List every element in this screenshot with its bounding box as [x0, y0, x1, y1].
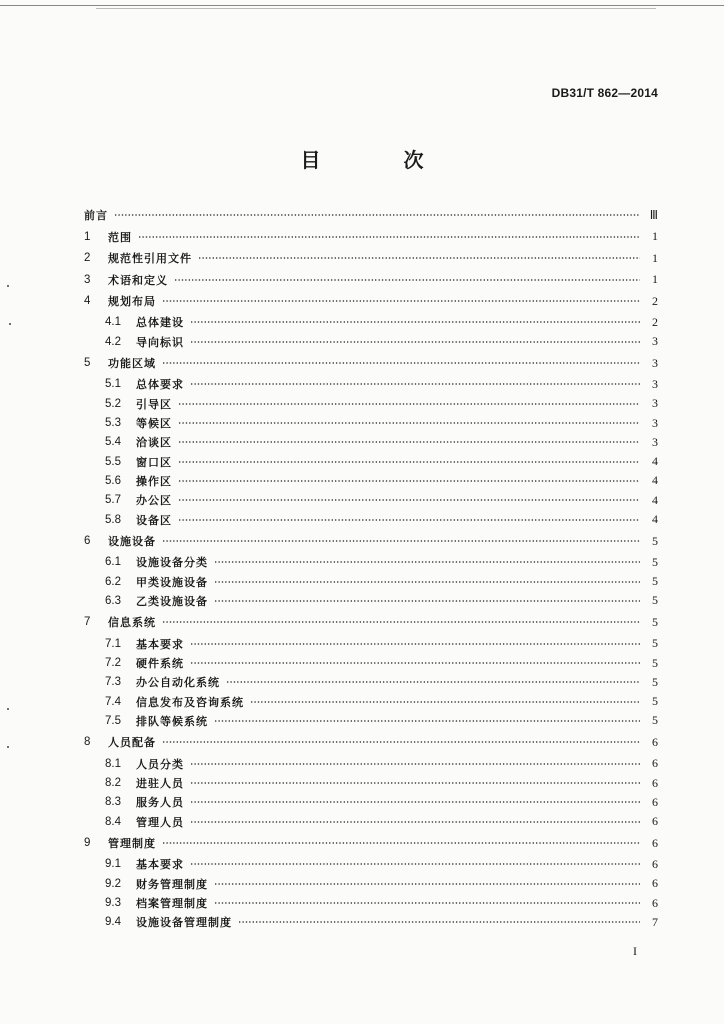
toc-entry-number: 7.1: [105, 637, 121, 650]
toc-entry-page: 4: [652, 454, 658, 469]
toc-dot-leader: [190, 761, 640, 767]
scan-speck: [7, 746, 9, 748]
toc-entry-label: 甲类设施设备: [136, 575, 208, 589]
toc-entry-label: 设施设备分类: [136, 556, 208, 570]
toc-entry-page: 1: [652, 229, 658, 243]
toc-entry-page: 4: [652, 473, 658, 488]
toc-dot-leader: [114, 212, 640, 218]
toc-entry-page: 5: [652, 636, 658, 651]
toc-entry: [105, 773, 658, 793]
toc-dot-leader: [178, 420, 640, 426]
toc-dot-leader: [190, 319, 640, 325]
toc-entry-page: 6: [652, 835, 658, 850]
standard-code: DB31/T 862—2014: [551, 86, 658, 100]
toc-entry-number: 4.2: [105, 335, 121, 348]
toc-entry-label: 办公自动化系统: [136, 676, 220, 690]
toc-entry-page: 6: [652, 814, 658, 829]
toc-entry-page: 5: [652, 694, 658, 709]
toc-dot-leader: [190, 641, 640, 647]
toc-entry-page: 6: [652, 734, 658, 749]
toc-entry-page: 3: [652, 396, 658, 411]
toc-entry-number: 8.2: [105, 777, 121, 789]
toc-entry-page: 4: [652, 492, 658, 507]
toc-entry-number: 7.2: [105, 657, 121, 669]
toc-entry-number: 5: [84, 357, 91, 370]
toc-entry-number: 5.5: [105, 455, 121, 468]
toc-entry: [105, 854, 658, 874]
top-border-line-secondary: [96, 8, 656, 9]
toc-entry-page: 5: [652, 593, 658, 608]
toc-entry-number: 5.4: [105, 436, 121, 449]
toc-entry-label: 洽谈区: [136, 436, 172, 450]
toc-entry-label: 管理人员: [136, 815, 184, 829]
toc-entry-label: 信息系统: [108, 616, 156, 630]
toc-entry-page: 5: [652, 554, 658, 569]
toc-entry-label: 导向标识: [136, 335, 184, 349]
toc-entry-page: 5: [652, 713, 658, 728]
toc-entry: [105, 312, 658, 332]
toc-entry-page: 3: [652, 355, 658, 370]
toc-entry-label: 窗口区: [136, 455, 172, 469]
toc-entry: [105, 912, 658, 932]
toc-entry-label: 财务管理制度: [136, 877, 208, 891]
toc-entry: [105, 432, 658, 452]
toc-entry-label: 管理制度: [108, 837, 156, 851]
toc-entry: [105, 394, 658, 414]
toc-dot-leader: [190, 660, 640, 666]
toc-entry-label: 办公区: [136, 494, 172, 508]
toc-entry-label: 硬件系统: [136, 657, 184, 670]
toc-entry-page: 3: [652, 376, 658, 391]
toc-entry: [105, 692, 658, 712]
toc-entry-number: 1: [84, 230, 91, 243]
toc-dot-leader: [162, 619, 640, 625]
scan-speck: [9, 323, 11, 325]
toc-entry-number: 7.3: [105, 676, 121, 689]
toc-dot-leader: [190, 799, 640, 805]
toc-entry-number: 9.1: [105, 858, 121, 871]
toc-entry-number: 8.1: [105, 757, 121, 770]
toc-entry-page: 2: [652, 293, 658, 308]
toc-entry-number: 4.1: [105, 316, 121, 329]
toc-entry-label: 操作区: [136, 474, 172, 488]
toc-entry: [105, 893, 658, 913]
toc-dot-leader: [214, 881, 640, 887]
toc-entry: [105, 374, 658, 394]
toc-entry-label: 基本要求: [136, 637, 184, 651]
toc-entry-label: 人员配备: [108, 736, 156, 750]
toc-entry-page: 6: [652, 794, 658, 809]
toc-entry-label: 等候区: [136, 417, 172, 430]
toc-entry: [105, 591, 658, 611]
toc-entry: [105, 672, 658, 692]
toc-dot-leader: [178, 439, 640, 445]
toc-dot-leader: [238, 919, 640, 925]
toc-dot-leader: [190, 780, 640, 786]
toc-entry: [105, 653, 658, 673]
toc-entry-label: 人员分类: [136, 757, 184, 771]
toc-entry: [105, 792, 658, 812]
toc-entry: [84, 531, 658, 551]
toc-entry-page: 6: [652, 756, 658, 771]
toc-entry-label: 设施设备: [108, 535, 156, 548]
toc-entry-number: 5.8: [105, 513, 121, 526]
toc-entry-number: 6.2: [105, 575, 121, 588]
toc-dot-leader: [178, 478, 640, 484]
toc-entry-page: 3: [652, 334, 658, 349]
toc-entry-page: 6: [652, 775, 658, 790]
toc-entry-number: 8: [84, 736, 91, 749]
toc-entry-page: 2: [652, 314, 658, 329]
toc-entry: [105, 711, 658, 731]
toc-entry-label: 总体要求: [136, 378, 184, 392]
toc-entry-number: 5.7: [105, 494, 121, 507]
toc-entry-label: 范围: [108, 230, 132, 244]
toc-dot-leader: [138, 234, 640, 240]
toc-entry-number: 6: [84, 535, 91, 547]
toc-dot-leader: [162, 840, 640, 846]
toc-entry-number: 5.2: [105, 397, 121, 410]
toc-entry-label: 基本要求: [136, 858, 184, 872]
toc-entry-label: 功能区域: [108, 357, 156, 371]
toc-entry: [84, 270, 658, 290]
toc-dot-leader: [178, 459, 640, 465]
toc-entry: [105, 332, 658, 352]
toc-entry: [105, 471, 658, 491]
toc-dot-leader: [178, 497, 640, 503]
toc-entry: [84, 227, 658, 247]
toc-entry: [105, 490, 658, 510]
toc-dot-leader: [162, 538, 640, 544]
toc-entry-label: 规划布局: [108, 295, 156, 308]
toc-dot-leader: [190, 819, 640, 825]
toc-entry: [84, 833, 658, 853]
toc-entry-label: 术语和定义: [108, 273, 168, 287]
toc-entry-number: 6.3: [105, 594, 121, 607]
toc-entry-page: 5: [652, 574, 658, 589]
toc-entry-number: 4: [84, 295, 91, 307]
toc-entry: [84, 248, 658, 268]
toc-dot-leader: [226, 679, 640, 685]
toc-dot-leader: [214, 718, 640, 724]
toc-entry-page: 1: [652, 250, 658, 265]
toc-entry-page: Ⅲ: [649, 207, 658, 222]
toc-dot-leader: [162, 739, 640, 745]
toc-dot-leader: [178, 401, 640, 407]
toc-entry: [84, 291, 658, 311]
toc-entry-label: 前言: [84, 209, 108, 222]
toc-entry: [84, 205, 658, 225]
toc-dot-leader: [162, 298, 640, 304]
toc-dot-leader: [178, 517, 640, 523]
toc-entry: [84, 612, 658, 632]
toc-entry-label: 乙类设施设备: [136, 594, 208, 608]
toc-entry: [84, 353, 658, 373]
toc-entry: [105, 754, 658, 774]
toc-entry-page: 5: [652, 655, 658, 670]
toc-dot-leader: [214, 559, 640, 565]
toc-entry-number: 7.4: [105, 695, 121, 708]
toc-entry-number: 7.5: [105, 714, 121, 727]
toc-entry-number: 9.2: [105, 877, 121, 890]
page-title: 目 次: [300, 148, 462, 172]
scan-speck: [7, 708, 9, 710]
top-border-line: [0, 5, 724, 6]
toc-entry-label: 档案管理制度: [136, 897, 208, 910]
toc-entry-page: 5: [652, 533, 658, 548]
toc-entry-number: 2: [84, 252, 91, 264]
toc-entry: [105, 812, 658, 832]
toc-dot-leader: [190, 861, 640, 867]
toc-entry: [105, 874, 658, 894]
toc-entry-label: 设施设备管理制度: [136, 916, 232, 930]
toc-entry: [105, 552, 658, 572]
toc-dot-leader: [174, 277, 640, 283]
toc-entry-page: 4: [652, 512, 658, 526]
toc-entry-number: 5.6: [105, 474, 121, 487]
toc-entry-page: 6: [652, 856, 658, 871]
toc-entry-label: 进驻人员: [136, 777, 184, 790]
toc-entry: [105, 510, 658, 530]
toc-entry-number: 9: [84, 837, 91, 850]
toc-entry-number: 9.4: [105, 916, 121, 929]
toc-entry-number: 5.1: [105, 378, 121, 391]
toc-entry-page: 7: [652, 914, 658, 929]
toc-dot-leader: [190, 339, 640, 345]
toc-entry-number: 7: [84, 616, 91, 629]
toc-entry-number: 8.4: [105, 815, 121, 828]
toc-entry-label: 总体建设: [136, 316, 184, 330]
toc-entry-label: 引导区: [136, 397, 172, 411]
toc-dot-leader: [190, 381, 640, 387]
toc-entry-page: 5: [652, 674, 658, 689]
toc-dot-leader: [162, 360, 640, 366]
toc-dot-leader: [250, 699, 640, 705]
toc-entry-page: 1: [652, 272, 658, 286]
toc-dot-leader: [214, 598, 640, 604]
toc-dot-leader: [214, 579, 640, 585]
toc-entry: [105, 572, 658, 592]
toc-entry-number: 8.3: [105, 796, 121, 809]
toc-entry-number: 3: [84, 273, 91, 286]
toc-entry-number: 9.3: [105, 897, 121, 909]
toc-entry: [105, 413, 658, 433]
toc-entry-page: 5: [652, 614, 658, 629]
toc-entry-page: 6: [652, 876, 658, 891]
toc-entry-label: 规范性引用文件: [108, 252, 192, 265]
toc-entry-label: 服务人员: [136, 796, 184, 810]
toc-entry-label: 设备区: [136, 513, 172, 527]
toc-entry-number: 6.1: [105, 556, 121, 569]
toc-entry: [84, 732, 658, 752]
toc-entry-label: 信息发布及咨询系统: [136, 695, 244, 709]
toc-dot-leader: [214, 900, 640, 906]
toc-entry-page: 6: [652, 895, 658, 910]
toc-entry: [105, 634, 658, 654]
toc-dot-leader: [198, 255, 640, 261]
toc-entry-label: 排队等候系统: [136, 714, 208, 728]
toc-entry-page: 3: [652, 415, 658, 430]
footer-page-number: I: [633, 944, 637, 958]
toc-entry-number: 5.3: [105, 417, 121, 429]
scan-speck: [7, 285, 9, 287]
toc-entry: [105, 452, 658, 472]
toc-entry-page: 3: [652, 434, 658, 449]
